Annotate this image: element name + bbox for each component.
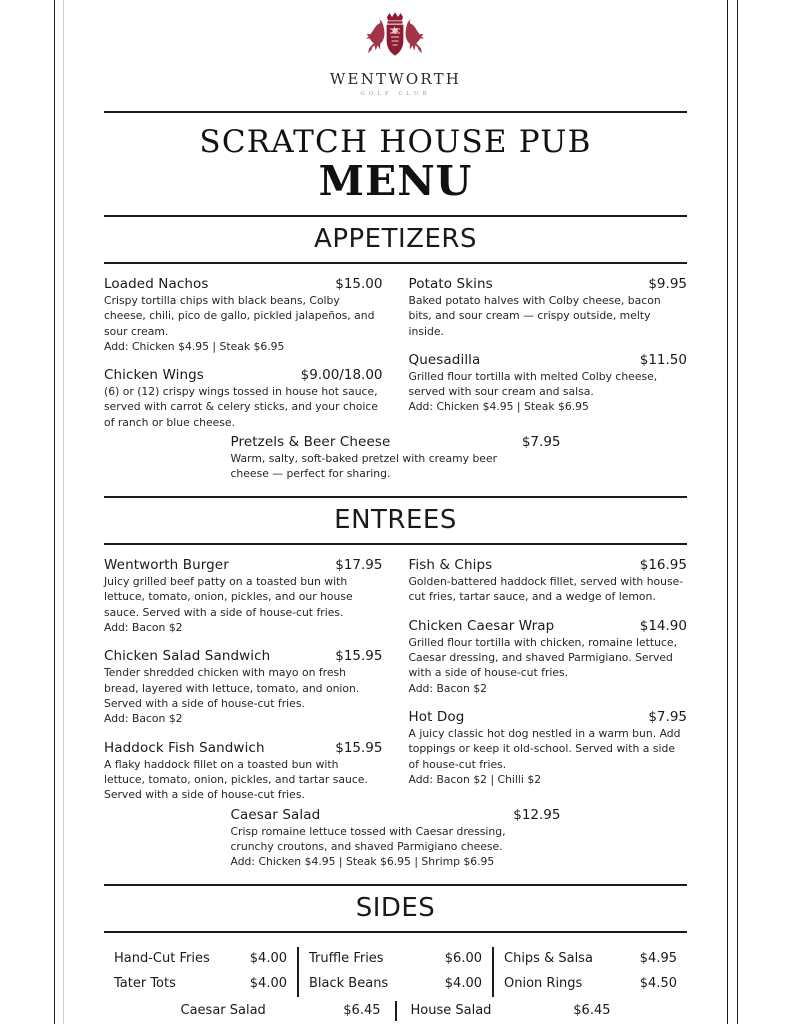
page-border-left-outer [54,0,55,1024]
entrees-column-right [409,557,688,803]
side-price: $4.00 [249,975,287,991]
menu-item-price: $17.95 [335,557,383,574]
side-row[interactable] [114,972,287,997]
menu-item-name: Chicken Caesar Wrap [408,617,555,634]
menu-item-description: Baked potato halves with Colby cheese, bacon bits, and sour cream — crispy outside, melty inside. [408,293,661,338]
sides-section [104,884,687,933]
sides-bottom-row [104,997,687,1022]
menu-item[interactable] [409,276,688,339]
menu-item-head [104,276,383,292]
menu-item-description: Warm, salty, soft-baked pretzel with creamy beer cheese — perfect for sharing. [230,452,498,481]
side-name: Onion Rings [504,975,583,991]
side-name: Tater Tots [114,975,176,991]
side-price: $6.00 [444,950,482,966]
section-heading-entrees: ENTREES [334,504,457,535]
menu-item-addons: Add: Chicken $4.95 | Steak $6.95 | Shrimp $6.95 [230,855,495,869]
menu-item-description: Crispy tortilla chips with black beans, Colby cheese, chili, pico de gallo, pickled jalapeños, and sour cream. [104,293,375,338]
menu-item[interactable] [104,557,383,635]
brand-name: WENTWORTH [329,70,462,88]
page-border-right-outer [737,0,738,1024]
menu-item-addons: Add: Bacon $2 [104,712,183,726]
menu-item-addons: Add: Chicken $4.95 | Steak $6.95 [408,400,589,414]
side-name: Hand-Cut Fries [114,950,210,966]
menu-item-addons: Add: Chicken $4.95 | Steak $6.95 [104,339,285,353]
menu-item-price: $7.95 [648,709,687,726]
menu-item-name: Caesar Salad [230,806,321,823]
menu-item-description: Juicy grilled beef patty on a toasted bun with lettuce, tomato, onion, pickles, and our house sauce. Served with a side of house-cut fries. [104,575,353,619]
menu-item[interactable] [104,367,383,430]
menu-item-head [409,276,688,292]
menu-item-name: Chicken Salad Sandwich [104,648,271,665]
menu-item-addons: Add: Bacon $2 [104,621,183,635]
menu-item-head [409,557,688,573]
sides-grid [104,933,687,997]
side-price: $6.45 [343,1002,381,1018]
side-price: $6.45 [573,1002,611,1018]
menu-item-head [409,352,688,368]
menu-item-description: A flaky haddock fillet on a toasted bun with lettuce, tomato, onion, pickles, and tartar sauce. Served with a side of house-cut fries. [104,757,368,802]
masthead [104,0,687,99]
entrees-column-left [104,557,383,803]
menu-item-addons: Add: Bacon $2 | Chilli $2 [408,773,542,787]
menu-item-head [104,367,383,383]
menu-item-head [231,434,561,450]
menu-item-head [409,618,688,634]
page-title [104,113,687,215]
side-name: Caesar Salad [180,1002,266,1018]
sides-column-1 [104,947,297,997]
sides-column-3 [492,947,687,997]
menu-item-price: $15.95 [335,739,383,756]
page-title-line1: SCRATCH HOUSE PUB [199,123,592,160]
side-price: $4.00 [444,975,482,991]
menu-item[interactable] [409,709,688,787]
wentworth-crest-icon [349,10,441,70]
menu-item-description: Tender shredded chicken with mayo on fresh bread, layered with lettuce, tomato, and onion. Served with a side of house-cut fries. [104,666,360,711]
menu-item-name: Potato Skins [408,275,493,292]
side-name: House Salad [410,1002,492,1018]
entrees-columns [104,545,687,803]
side-row[interactable] [395,1001,625,1022]
menu-item-name: Fish & Chips [408,557,493,574]
side-row[interactable] [504,972,677,997]
page-title-line2: MENU [318,156,473,205]
menu-item-price: $7.95 [521,434,561,451]
section-heading-sides: SIDES [355,892,436,923]
menu-item-name: Chicken Wings [104,367,204,384]
side-price: $4.95 [639,950,677,966]
entrees-section [104,496,687,545]
menu-item-name: Wentworth Burger [104,557,229,574]
menu-item-head [104,557,383,573]
menu-item-price: $15.00 [335,275,383,292]
menu-item-price: $11.50 [639,351,687,368]
menu-item[interactable] [104,276,383,354]
menu-item-name: Pretzels & Beer Cheese [230,434,391,451]
side-price: $4.50 [639,975,677,991]
menu-item-head [409,709,688,725]
menu-item-description: A juicy classic hot dog nestled in a warm bun. Add toppings or keep it old-school. Served with a side of house-cut fries. [408,727,681,771]
menu-item-description: Grilled flour tortilla with chicken, romaine lettuce, Caesar dressing, and shaved Parmigiano. Served with a side of house-cut fries. [408,635,678,680]
menu-item[interactable] [104,740,383,803]
side-row[interactable] [167,1001,395,1022]
menu-item-head [104,740,383,756]
menu-item-name: Loaded Nachos [104,275,209,292]
appetizers-columns [104,264,687,430]
menu-item-head [231,807,561,823]
menu-item-price: $9.95 [648,275,687,292]
appetizers-column-left [104,276,383,430]
appetizers-column-right [409,276,688,430]
brand-logo [330,10,461,97]
side-price: $4.00 [249,950,287,966]
section-heading-appetizers: APPETIZERS [314,223,477,254]
menu-item-price: $15.95 [335,648,383,665]
menu-item[interactable] [104,648,383,726]
menu-item[interactable] [409,352,688,415]
menu-item[interactable] [409,618,688,696]
menu-item-price: $14.90 [639,617,687,634]
menu-item-name: Quesadilla [408,351,481,368]
side-name: Black Beans [309,975,389,991]
side-row[interactable] [114,947,287,972]
menu-item[interactable] [409,557,688,605]
side-name: Chips & Salsa [504,950,593,966]
side-row[interactable] [309,947,482,972]
menu-item-head [104,648,383,664]
menu-item-addons: Add: Bacon $2 [408,681,488,695]
menu-page [64,0,727,1024]
menu-item[interactable] [231,434,561,482]
menu-item-description: (6) or (12) crispy wings tossed in house hot sauce, served with carrot & celery sticks, and your choice of ranch or blue cheese. [104,385,378,429]
brand-subtitle: GOLF CLUB [360,90,431,97]
menu-item-description: Crisp romaine lettuce tossed with Caesar dressing, crunchy croutons, and shaved Parmigiano cheese. [230,824,506,854]
menu-item-name: Hot Dog [408,709,465,726]
menu-item-name: Haddock Fish Sandwich [104,739,265,756]
menu-item[interactable] [231,807,561,870]
menu-item-description: Golden-battered haddock fillet, served with house-cut fries, tartar sauce, and a wedge of lemon. [408,575,684,604]
side-row[interactable] [309,972,482,997]
menu-item-price: $12.95 [513,806,561,823]
menu-item-price: $16.95 [639,557,687,574]
side-row[interactable] [504,947,677,972]
page-border-right-inner [727,0,728,1024]
menu-item-price: $9.00/18.00 [300,367,383,384]
side-name: Truffle Fries [309,950,384,966]
menu-item-description: Grilled flour tortilla with melted Colby cheese, served with sour cream and salsa. [408,369,658,399]
sides-column-2 [297,947,492,997]
